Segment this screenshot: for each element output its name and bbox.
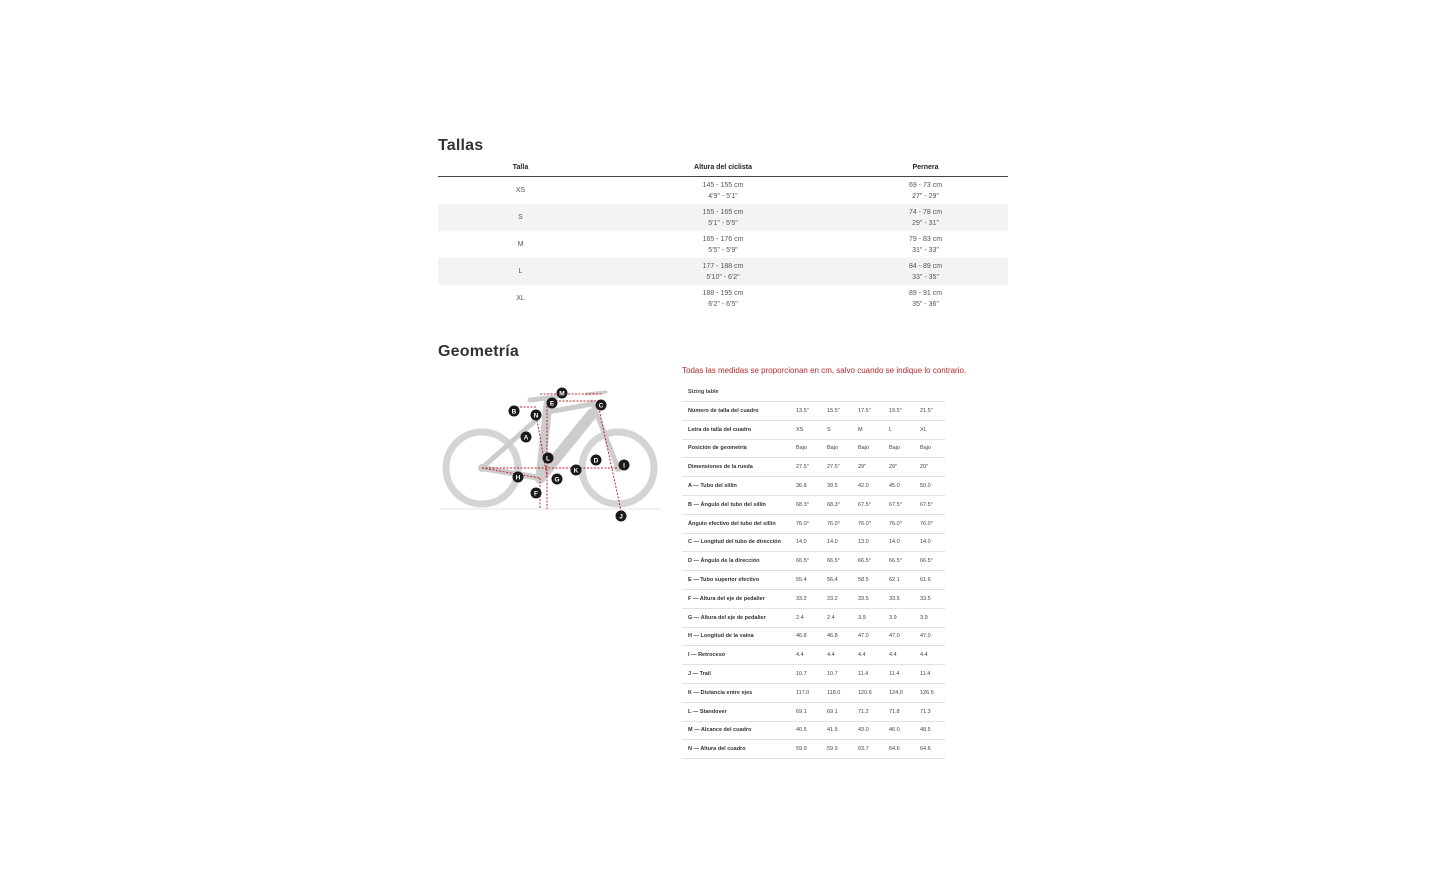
svg-text:A: A <box>523 434 529 442</box>
marker-b <box>509 406 520 417</box>
geometry-value: 69.1 <box>790 702 821 721</box>
table-row <box>682 702 945 721</box>
geometry-value: 4.4 <box>852 646 883 665</box>
table-row <box>438 231 1008 258</box>
tallas-title: Tallas <box>438 137 484 154</box>
geometry-value: 33.5 <box>914 589 945 608</box>
geometry-value: 61.6 <box>914 571 945 590</box>
geometry-label: L — Standover <box>682 702 790 721</box>
geometry-value: 4.4 <box>790 646 821 665</box>
geometry-value: 71.8 <box>883 702 914 721</box>
geometry-value: 68.3° <box>821 495 852 514</box>
geometry-value: 67.5° <box>852 495 883 514</box>
geometry-label: M — Alcance del cuadro <box>682 721 790 740</box>
geometry-label: K — Distancia entre ejes <box>682 683 790 702</box>
table-row <box>682 495 945 514</box>
svg-text:I: I <box>623 462 625 470</box>
geometry-value: 10.7 <box>821 665 852 684</box>
table-row <box>438 177 1008 205</box>
bike-geometry-diagram <box>440 380 670 530</box>
geometry-value: 13.0 <box>852 533 883 552</box>
geometry-value: 42.0 <box>852 477 883 496</box>
inseam-cell: 84 - 89 cm 33" - 35" <box>843 258 1008 285</box>
geometry-value: 63.7 <box>852 740 883 759</box>
size-cell: L <box>438 258 603 285</box>
inseam-cell: 79 - 83 cm 31" - 33" <box>908 235 943 254</box>
marker-f <box>531 488 542 499</box>
geometry-label: B — Ángulo del tubo del sillín <box>682 495 790 514</box>
marker-m <box>557 388 568 399</box>
inseam-cell: 74 - 78 cm 29" - 31" <box>843 204 1008 231</box>
geometry-label: G — Altura del eje de pedalier <box>682 608 790 627</box>
marker-c <box>596 400 607 411</box>
geometry-value: 76.0° <box>790 514 821 533</box>
header-talla: Talla <box>438 158 603 177</box>
geometry-value: 27.5" <box>821 458 852 477</box>
geometry-value: 46.0 <box>883 721 914 740</box>
marker-a <box>521 432 532 443</box>
geometry-value: 59.9 <box>790 740 821 759</box>
geometry-value: S <box>821 420 852 439</box>
geometry-value: 48.5 <box>914 721 945 740</box>
geometry-label: Letra de talla del cuadro <box>682 420 790 439</box>
geometry-value: 36.8 <box>790 477 821 496</box>
geometry-value: 29" <box>914 458 945 477</box>
table-row <box>682 683 945 702</box>
svg-text:J: J <box>619 513 623 521</box>
geometry-value: 29" <box>852 458 883 477</box>
geometry-value: 4.4 <box>914 646 945 665</box>
height-cell: 155 - 165 cm 5'1" - 5'5" <box>603 204 843 231</box>
geometry-value: 13.5" <box>790 402 821 421</box>
table-row <box>682 721 945 740</box>
geometry-value: 71.3 <box>914 702 945 721</box>
svg-text:H: H <box>515 474 521 482</box>
geometry-value: 56.4 <box>821 571 852 590</box>
geometry-label: Posición de geometría <box>682 439 790 458</box>
geometry-value: XL <box>914 420 945 439</box>
marker-l <box>543 453 554 464</box>
geometry-value: 66.5° <box>914 552 945 571</box>
geometry-value: 126.5 <box>914 683 945 702</box>
geometry-value: 45.0 <box>883 477 914 496</box>
geometry-value: 76.0° <box>914 514 945 533</box>
geometry-value: 41.5 <box>821 721 852 740</box>
geometry-label: A — Tubo del sillín <box>682 477 790 496</box>
table-row <box>438 285 1008 312</box>
geometry-value: 66.5° <box>852 552 883 571</box>
header-altura: Altura del ciclista <box>603 158 843 177</box>
geometry-value: 117.0 <box>790 683 821 702</box>
geometry-value: Bajo <box>852 439 883 458</box>
table-row <box>682 420 945 439</box>
geometry-value: 66.5° <box>883 552 914 571</box>
geometry-table <box>682 383 945 759</box>
geometry-value: 59.9 <box>821 740 852 759</box>
svg-text:F: F <box>534 490 538 498</box>
marker-k <box>571 465 582 476</box>
geometry-value: 66.5° <box>790 552 821 571</box>
geometry-value: 64.6 <box>914 740 945 759</box>
geometry-value: 21.5" <box>914 402 945 421</box>
geometry-value: 33.5 <box>852 589 883 608</box>
geometry-value: 27.5" <box>790 458 821 477</box>
table-row <box>682 608 945 627</box>
geometry-value: 11.4 <box>914 665 945 684</box>
geometry-value: 43.0 <box>852 721 883 740</box>
marker-n <box>531 410 542 421</box>
geometry-value: L <box>883 420 914 439</box>
geometry-value: Bajo <box>883 439 914 458</box>
geometry-value: XS <box>790 420 821 439</box>
svg-text:N: N <box>533 412 539 420</box>
table-row <box>682 439 945 458</box>
geometry-value: 62.1 <box>883 571 914 590</box>
geometry-value: 58.5 <box>852 571 883 590</box>
geometry-value: 66.5° <box>821 552 852 571</box>
geometry-value: 124.0 <box>883 683 914 702</box>
geometry-value: 3.9 <box>852 608 883 627</box>
table-row <box>682 533 945 552</box>
size-cell: XS <box>515 187 526 194</box>
geometry-value: 46.8 <box>821 627 852 646</box>
geometry-value: 3.9 <box>914 608 945 627</box>
geometry-value: 33.2 <box>790 589 821 608</box>
table-row <box>682 552 945 571</box>
table-row <box>682 646 945 665</box>
svg-text:L: L <box>546 455 550 463</box>
marker-j <box>616 511 627 522</box>
geometry-value: 40.5 <box>790 721 821 740</box>
geometry-value: 76.0° <box>852 514 883 533</box>
geometry-value: Bajo <box>914 439 945 458</box>
geometry-value: 69.1 <box>821 702 852 721</box>
marker-h <box>513 472 524 483</box>
geometry-caption-row <box>682 383 945 402</box>
table-row <box>682 627 945 646</box>
geometry-value: 76.0° <box>821 514 852 533</box>
geometry-label: J — Trail <box>682 665 790 684</box>
height-cell: 145 - 155 cm 4'9" - 5'1" <box>702 181 744 200</box>
geometry-value: 33.5 <box>883 589 914 608</box>
geometry-label: Ángulo efectivo del tubo del sillín <box>682 514 790 533</box>
geometry-value: 11.4 <box>852 665 883 684</box>
geometry-value: 2.4 <box>790 608 821 627</box>
inseam-cell: 69 - 73 cm 27" - 29" <box>908 181 943 200</box>
geometry-value: 17.5" <box>852 402 883 421</box>
units-note: Todas las medidas se proporcionan en cm, salvo cuando se indique lo contrario. <box>682 366 967 375</box>
geometry-value: 47.0 <box>914 627 945 646</box>
svg-text:E: E <box>549 400 555 408</box>
geometry-value: 118.0 <box>821 683 852 702</box>
sizes-table <box>438 158 1008 312</box>
geometry-value: 14.0 <box>821 533 852 552</box>
svg-text:D: D <box>593 457 599 465</box>
table-row <box>682 589 945 608</box>
marker-i <box>619 460 630 471</box>
geometry-label: N — Altura del cuadro <box>682 740 790 759</box>
marker-g <box>552 474 563 485</box>
geometry-value: 10.7 <box>790 665 821 684</box>
geometry-label: Dimensiones de la rueda <box>682 458 790 477</box>
geometry-value: 4.4 <box>821 646 852 665</box>
geometry-value: 14.0 <box>790 533 821 552</box>
geometry-label: F — Altura del eje de pedalier <box>682 589 790 608</box>
table-row <box>438 204 1008 231</box>
geometry-value: 19.5" <box>883 402 914 421</box>
geometry-value: 120.6 <box>852 683 883 702</box>
geometry-label: I — Retroceso <box>682 646 790 665</box>
geometria-title: Geometría <box>438 343 519 360</box>
height-cell: 177 - 188 cm 5'10" - 6'2" <box>603 258 843 285</box>
height-cell: 165 - 176 cm 5'5" - 5'9" <box>702 235 744 254</box>
geometry-label: C — Longitud del tubo de dirección <box>682 533 790 552</box>
geometry-value: Bajo <box>821 439 852 458</box>
size-cell: M <box>517 241 524 248</box>
marker-e <box>547 398 558 409</box>
geometry-label: Número de talla del cuadro <box>682 402 790 421</box>
geometry-value: 3.9 <box>883 608 914 627</box>
sizes-header-row <box>438 158 1008 177</box>
geometry-value: 68.3° <box>790 495 821 514</box>
geometry-caption: Sizing table <box>682 383 945 402</box>
geometry-value: 47.0 <box>883 627 914 646</box>
geometry-value: 15.5" <box>821 402 852 421</box>
table-row <box>438 258 1008 285</box>
geometry-value: 4.4 <box>883 646 914 665</box>
table-row <box>682 740 945 759</box>
table-row <box>682 458 945 477</box>
svg-text:M: M <box>559 390 565 398</box>
marker-d <box>591 455 602 466</box>
geometry-value: 14.0 <box>883 533 914 552</box>
geometry-label: D — Ángulo de la dirección <box>682 552 790 571</box>
geometry-value: 55.4 <box>790 571 821 590</box>
table-row <box>682 402 945 421</box>
table-row <box>682 514 945 533</box>
geometry-value: 2.4 <box>821 608 852 627</box>
height-cell: 188 - 195 cm 6'2" - 6'5" <box>702 289 744 308</box>
size-cell: XL <box>516 295 525 302</box>
table-row <box>682 665 945 684</box>
table-row <box>682 571 945 590</box>
table-row <box>682 477 945 496</box>
inseam-cell: 89 - 91 cm 35" - 36" <box>908 289 943 308</box>
geometry-value: 33.2 <box>821 589 852 608</box>
geometry-value: 14.0 <box>914 533 945 552</box>
geometry-value: 39.5 <box>821 477 852 496</box>
geometry-value: M <box>852 420 883 439</box>
geometry-label: E — Tubo superior efectivo <box>682 571 790 590</box>
geometry-value: 11.4 <box>883 665 914 684</box>
geometry-value: 47.0 <box>852 627 883 646</box>
svg-text:C: C <box>598 402 604 410</box>
geometry-label: H — Longitud de la vaina <box>682 627 790 646</box>
geometry-value: 76.0° <box>883 514 914 533</box>
size-cell: S <box>438 204 603 231</box>
geometry-value: 67.5° <box>914 495 945 514</box>
geometry-value: 46.8 <box>790 627 821 646</box>
geometry-value: 71.2 <box>852 702 883 721</box>
svg-text:K: K <box>573 467 579 475</box>
geometry-value: Bajo <box>790 439 821 458</box>
header-pernera: Pernera <box>843 158 1008 177</box>
svg-text:G: G <box>554 476 560 484</box>
geometry-value: 29" <box>883 458 914 477</box>
geometry-value: 50.0 <box>914 477 945 496</box>
geometry-value: 67.5° <box>883 495 914 514</box>
svg-text:B: B <box>511 408 517 416</box>
geometry-value: 64.6 <box>883 740 914 759</box>
